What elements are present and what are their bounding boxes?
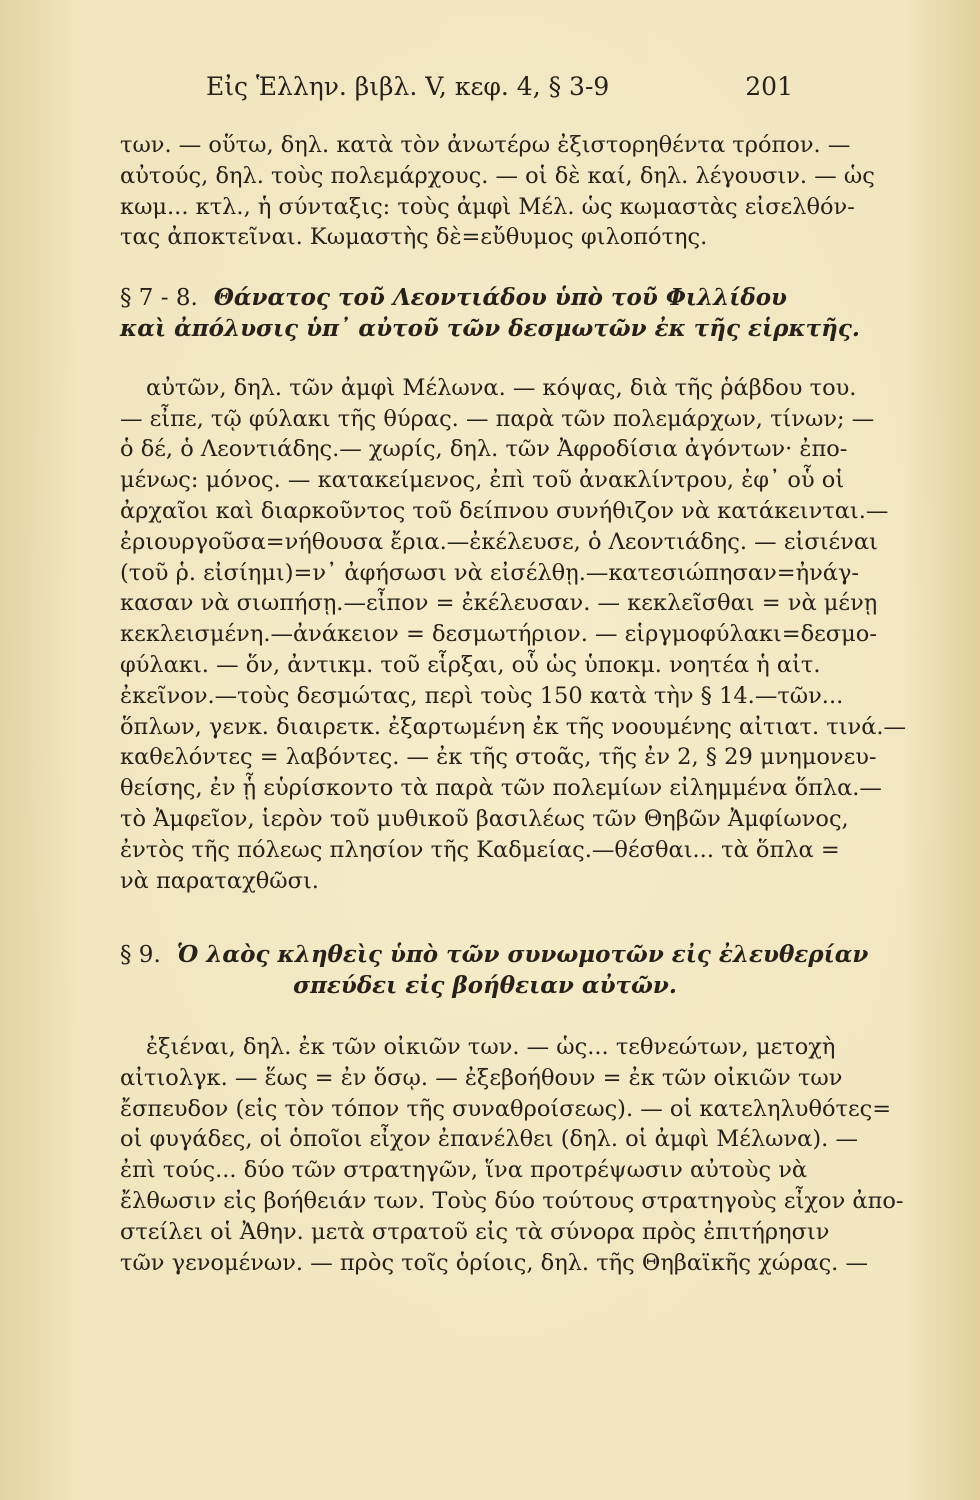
section-heading-7-8 (120, 283, 860, 345)
text-line: τας ἀποκτεῖναι. Κωμαστὴς δὲ=εὔθυμος φιλοπότης. (120, 224, 708, 251)
text-line: καθελόντες = λαβόντες. — ἐκ τῆς στοᾶς, τῆς ἐν 2, § 29 μνημονευ- (120, 744, 877, 771)
text-line: (τοῦ ῥ. εἰσίημι)=ν᾿ ἀφήσωσι νὰ εἰσέλθῃ.—κατεσιώπησαν=ἠνάγ- (120, 559, 859, 586)
running-title: Εἰς Ἑλλην. βιβλ. V, κεφ. 4, § 3-9 (206, 72, 610, 101)
section-heading-line-1 (120, 283, 790, 314)
text-line: των. — οὕτω, δηλ. κατὰ τὸν ἀνωτέρω ἐξιστορηθέντα τρόπον. — (120, 132, 851, 158)
text-line: μένως: μόνος. — κατακείμενος, ἐπὶ τοῦ ἀνακλίντρου, ἐφ᾿ οὗ οἱ (120, 467, 845, 494)
text-line: αὐτῶν, δηλ. τῶν ἀμφὶ Μέλωνα. — κόψας, διὰ τῆς ῥάβδου του. (146, 374, 857, 401)
text-line: στείλει οἱ Ἀθην. μετὰ στρατοῦ εἰς τὰ σύνορα πρὸς ἐπιτήρησιν (120, 1218, 830, 1245)
text-line: ἐκεῖνον.—τοὺς δεσμώτας, περὶ τοὺς 150 κατὰ τὴν § 14.—τῶν... (120, 682, 844, 709)
text-line: ὅπλων, γενκ. διαιρετκ. ἐξαρτωμένη ἐκ τῆς νοουμένης αἰτιατ. τινά.— (120, 713, 907, 740)
text-line: ἐξιέναι, δηλ. ἐκ τῶν οἰκιῶν των. — ὡς... τεθνεώτων, μετοχὴ (146, 1033, 836, 1060)
paragraph-2 (120, 373, 907, 897)
text-line: — εἶπε, τῷ φύλακι τῆς θύρας. — παρὰ τῶν πολεμάρχων, τίνων; — (120, 405, 875, 432)
section-number: § 9. (120, 942, 161, 969)
section-heading-line-1 (120, 940, 869, 971)
page-number: 201 (745, 72, 793, 101)
text-line: οἱ φυγάδες, οἱ ὁποῖοι εἶχον ἐπανέλθει (δηλ. οἱ ἀμφὶ Μέλωνα). — (120, 1126, 858, 1153)
text-body (120, 130, 907, 1278)
section-title-part-2: σπεύδει εἰς βοήθειαν αὐτῶν. (293, 972, 677, 1000)
paragraph-3 (120, 1032, 904, 1278)
text-line: τὸ Ἀμφεῖον, ἱερὸν τοῦ μυθικοῦ βασιλέως τῶν Θηβῶν Ἀμφίωνος, (120, 805, 849, 832)
section-number: § 7 - 8. (120, 285, 198, 312)
text-line: ὁ δέ, ὁ Λεοντιάδης.— χωρίς, δηλ. τῶν Ἀφροδίσια ἀγόντων· ἐπο- (120, 436, 848, 463)
text-line: ἐπὶ τούς... δύο τῶν στρατηγῶν, ἵνα προτρέψωσιν αὐτοὺς νὰ (120, 1157, 808, 1184)
text-line: ἐντὸς τῆς πόλεως πλησίον τῆς Καδμείας.—θέσθαι... τὰ ὅπλα = (120, 836, 840, 863)
text-line: ἀρχαῖοι καὶ διαρκοῦντος τοῦ δείπνου συνήθιζον νὰ κατάκεινται.— (120, 497, 889, 524)
text-line: ἔλθωσιν εἰς βοήθειάν των. Τοὺς δύο τούτους στρατηγοὺς εἶχον ἀπο- (120, 1187, 904, 1214)
text-line: κασαν νὰ σιωπήσῃ.—εἶπον = ἐκέλευσαν. — κεκλεῖσθαι = νὰ μένῃ (120, 590, 878, 617)
text-line: αὐτούς, δηλ. τοὺς πολεμάρχους. — οἱ δὲ καί, δηλ. λέγουσιν. — ὡς (120, 162, 875, 189)
text-line: τῶν γενομένων. — πρὸς τοῖς ὁρίοις, δηλ. τῆς Θηβαϊκῆς χώρας. — (120, 1249, 868, 1276)
text-line: θείσης, ἐν ᾗ εὑρίσκοντο τὰ παρὰ τῶν πολεμίων εἰλημμένα ὅπλα.— (120, 775, 882, 802)
text-line: αἰτιολγκ. — ἕως = ἐν ὅσῳ. — ἐξεβοήθουν = ἐκ τῶν οἰκιῶν των (120, 1064, 843, 1091)
paragraph-1 (120, 130, 875, 253)
section-title-part-2: καὶ ἀπόλυσις ὑπ᾿ αὐτοῦ τῶν δεσμωτῶν ἐκ τῆς εἱρκτῆς. (120, 314, 860, 342)
section-title-part-1: Θάνατος τοῦ Λεοντιάδου ὑπὸ τοῦ Φιλλίδου (213, 284, 788, 312)
text-line: φύλακι. — ὅν, ἀντικμ. τοῦ εἷρξαι, οὗ ὡς ὑποκμ. νοητέα ἡ αἰτ. (120, 651, 821, 678)
text-line: ἔσπευδον (εἰς τὸν τόπον τῆς συναθροίσεως). — οἱ κατεληλυθότες= (120, 1095, 892, 1122)
section-heading-9 (120, 940, 869, 1002)
text-line: κεκλεισμένη.—ἀνάκειον = δεσμωτήριον. — εἱργμοφύλακι=δεσμο- (120, 621, 877, 648)
text-line: νὰ παραταχθῶσι. (120, 867, 319, 894)
text-line: ἐριουργοῦσα=νήθουσα ἔρια.—ἐκέλευσε, ὁ Λεοντιάδης. — εἰσιέναι (120, 528, 878, 555)
section-title-part-1: Ὁ λαὸς κληθεὶς ὑπὸ τῶν συνωμοτῶν εἰς ἐλευθερίαν (176, 941, 869, 969)
page-header (206, 72, 793, 116)
text-line: κωμ... κτλ., ἡ σύνταξις: τοὺς ἀμφὶ Μέλ. ὡς κωμαστὰς εἰσελθόν- (120, 193, 855, 220)
